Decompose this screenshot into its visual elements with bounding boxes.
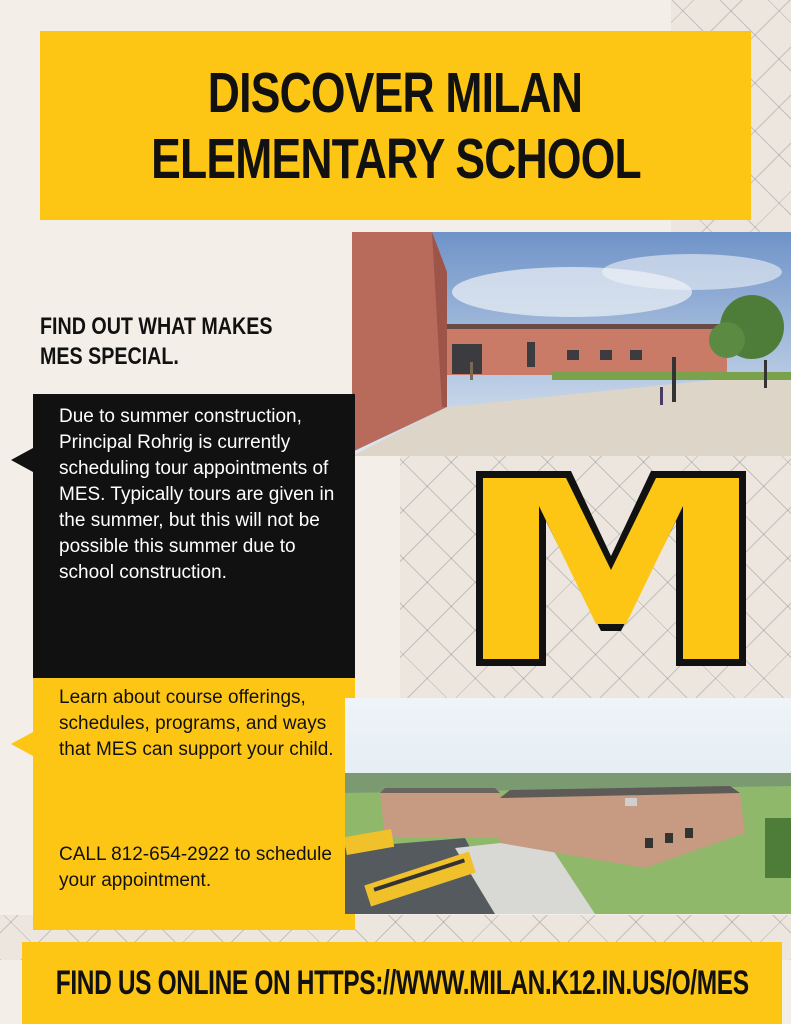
title-banner <box>40 31 751 220</box>
info-box <box>33 678 355 930</box>
title-line-1: DISCOVER MILAN <box>208 60 583 125</box>
footer-banner <box>22 942 782 1024</box>
call-to-action[interactable]: CALL 812-654-2922 to schedule your appointment. <box>59 844 332 891</box>
school-entrance-rendering <box>352 232 791 456</box>
notice-text: Due to summer construction, Principal Rohrig is currently scheduling tour appointments of MES. Typically tours are given in the summer, but this will not be possible this summer due to school construction. <box>59 406 335 583</box>
info-text: Learn about course offerings, schedules, programs, and ways that MES can support your child. <box>59 687 334 760</box>
subheading: FIND OUT WHAT MAKES MES SPECIAL. <box>40 313 273 370</box>
website-link[interactable]: FIND US ONLINE ON HTTPS://WWW.MILAN.K12.IN.US/O/MES <box>55 963 749 1002</box>
notice-box <box>33 394 355 678</box>
block-m-logo <box>471 466 751 672</box>
title-line-2: ELEMENTARY SCHOOL <box>150 126 641 191</box>
school-aerial-rendering <box>345 698 791 914</box>
